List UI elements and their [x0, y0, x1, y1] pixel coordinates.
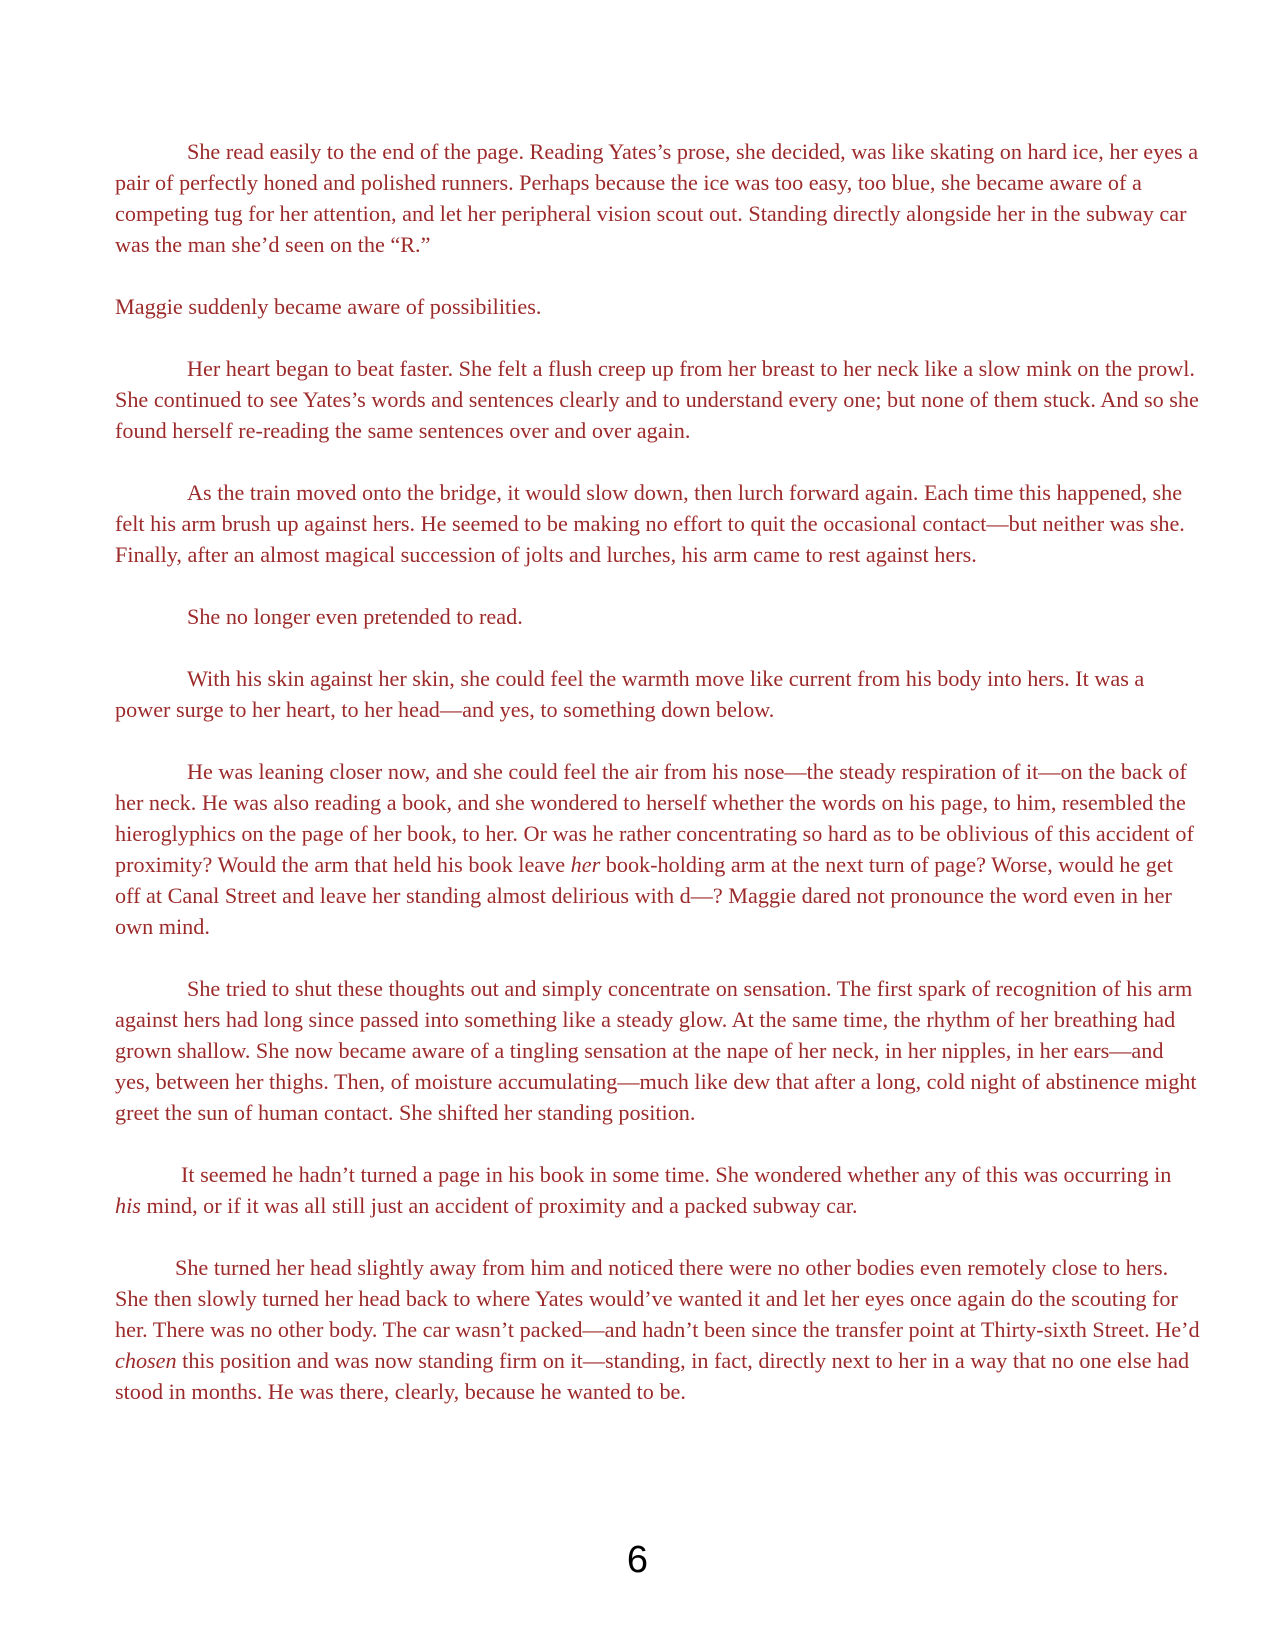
paragraph-text: She turned her head slightly away from him and noticed there were no other bodies even remotely close to hers. She then slowly turned her head back to where Yates would’ve wanted it and let her eyes once again do the scouting for her. There was no other body. The car wasn’t packed—and hadn’t been since the transfer point at Thirty-sixth Street. He’d: [115, 1255, 1200, 1342]
page-number: 6: [626, 1539, 649, 1581]
paragraph: She tried to shut these thoughts out and simply concentrate on sensation. The first spark of recognition of his arm against hers had long since passed into something like a steady glow. At the same time, the rhythm of her breathing had grown shallow. She now became aware of a tingling sensation at the nape of her neck, in her nipples, in her ears—and yes, between her thighs. Then, of moisture accumulating—much like dew that after a long, cold night of abstinence might greet the sun of human contact. She shifted her standing position.: [115, 976, 1197, 1125]
italic-emphasis: her: [570, 852, 601, 877]
paragraph: As the train moved onto the bridge, it would slow down, then lurch forward again. Each time this happened, she felt his arm brush up against hers. He seemed to be making no effort to quit the occasional contact—but neither was she. Finally, after an almost magical succession of jolts and lurches, his arm came to rest against hers.: [115, 480, 1185, 567]
paragraph-text: this position and was now standing firm on it—standing, in fact, directly next to her in a way that no one else had stood in months. He was there, clearly, because he wanted to be.: [115, 1348, 1190, 1404]
italic-emphasis: his: [115, 1193, 141, 1218]
paragraph: With his skin against her skin, she could feel the warmth move like current from his body into hers. It was a power surge to her heart, to her head—and yes, to something down below.: [115, 666, 1145, 722]
paragraph: She read easily to the end of the page. Reading Yates’s prose, she decided, was like skating on hard ice, her eyes a pair of perfectly honed and polished runners. Perhaps because the ice was too easy, too blue, she became aware of a competing tug for her attention, and let her peripheral vision scout out. Standing directly alongside her in the subway car was the man she’d seen on the “R.”: [115, 139, 1199, 257]
body-text: [115, 136, 1200, 1438]
paragraph: She no longer even pretended to read.: [187, 604, 523, 629]
paragraph-text: book-holding arm at the next turn of page? Worse, would he get off at Canal Street and leave her standing almost delirious with d—? Maggie dared not pronounce the word even in her own mind.: [115, 852, 1173, 939]
paragraph-text: He was leaning closer now, and she could feel the air from his nose—the steady respiration of it—on the back of her neck. He was also reading a book, and she wondered to herself whether the words on his page, to him, resembled the hieroglyphics on the page of her book, to her. Or was he rather concentrating so hard as to be oblivious of this accident of proximity? Would the arm that held his book leave: [115, 759, 1194, 877]
paragraph: [115, 1252, 1200, 1407]
paragraph-text: mind, or if it was all still just an accident of proximity and a packed subway car.: [140, 1193, 858, 1218]
paragraph: [115, 1159, 1200, 1221]
paragraph: [115, 756, 1200, 942]
paragraph: Her heart began to beat faster. She felt a flush creep up from her breast to her neck like a slow mink on the prowl. She continued to see Yates’s words and sentences clearly and to understand every one; but none of them stuck. And so she found herself re-reading the same sentences over and over again.: [115, 356, 1199, 443]
paragraph-text: It seemed he hadn’t turned a page in his book in some time. She wondered whether any of this was occurring in: [181, 1162, 1172, 1187]
italic-emphasis: chosen: [115, 1348, 177, 1373]
paragraph: Maggie suddenly became aware of possibilities.: [115, 294, 542, 319]
